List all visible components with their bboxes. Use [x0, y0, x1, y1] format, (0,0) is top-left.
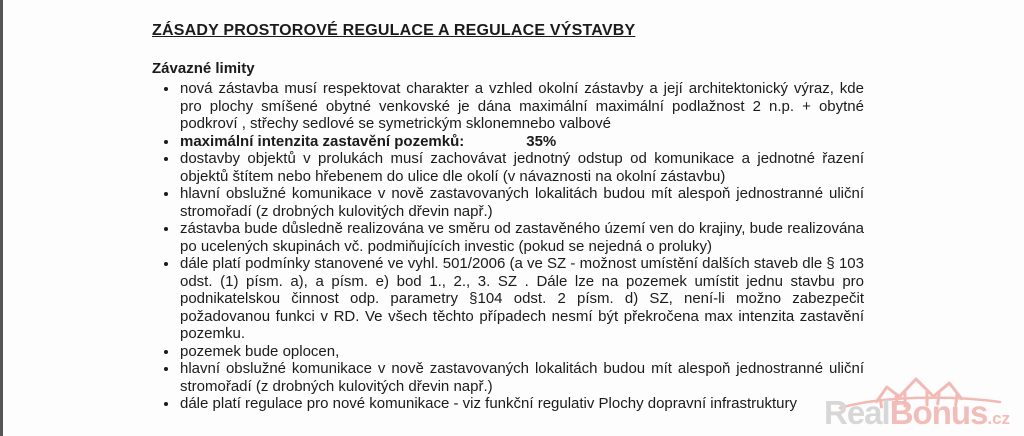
watermark-text-real: Real — [824, 394, 890, 431]
watermark-text-cz: .cz — [987, 409, 1011, 428]
bullet-item-infill: • dostavby objektů v prolukách musí zachovávat jednotný odstup od komunikace a jednotné řazení objektů štítem nebo hřebenem do ulice dle okolí (v návaznosti na okolní zástavbu) — [179, 150, 864, 185]
bullet-item-development-direction: • zástavba bude důsledně realizována ve směru od zastavěného území ven do krajiny, bude realizována po ucelených skupinách vč. podmiňujících investic (pokud se nejedná o proluky) — [179, 220, 864, 255]
document-content — [152, 0, 864, 413]
max-intensity-label: maximální intenzita zastavění pozemků: — [180, 132, 465, 150]
watermark-text-bonus: Bonus — [889, 394, 988, 431]
bullet-item-tree-rows-repeat: • hlavní obslužné komunikace v nově zastavovaných lokalitách budou mít alespoň jednostranné uliční stromořadí (z drobných kulovitých dřevin např.) — [179, 360, 864, 395]
document-title: ZÁSADY PROSTOROVÉ REGULACE A REGULACE VÝSTAVBY — [152, 22, 636, 39]
bullet-list — [152, 80, 864, 413]
bullet-item-tree-rows: • hlavní obslužné komunikace v nově zastavovaných lokalitách budou mít alespoň jednostranné uliční stromořadí (z drobných kulovitých dřevin např.) — [179, 185, 864, 220]
bullet-item-new-buildings: • nová zástavba musí respektovat charakter a vzhled okolní zástavby a její architektonický výraz, kde pro plochy smíšené obytné venkovské je dána maximální maximální podlažnost 2 n.p. + obytné podkroví , střechy sedlové se symetrickým sklonemnebo valbové — [179, 80, 864, 133]
bullet-item-max-intensity — [179, 133, 864, 151]
left-edge-bar — [0, 0, 3, 436]
bullet-item-road-regulation: • dále platí regulace pro nové komunikace - viz funkční regulativ Plochy dopravní infrastruktury — [179, 395, 864, 413]
section-heading: Závazné limity — [152, 60, 255, 77]
max-intensity-value: 35% — [526, 132, 557, 150]
bullet-item-decree-conditions: • dále platí podmínky stanovené ve vyhl. 501/2006 (a ve SZ - možnost umístění dalších staveb dle § 103 odst. (1) písm. a), a písm. e) bod 1., 2., 3. SZ . Dále lze na pozemek umístit jednu stavbu pro podnikatelskou činnost odp. parametry §104 odst. 2 písm. d) SZ, není-li možno zabezpečit požadovanou funkci v RD. Ve všech těchto případech nesmí být překročena max intenzita zastavění pozemku. — [179, 255, 864, 343]
bullet-item-fencing: • pozemek bude oplocen, — [179, 343, 864, 361]
